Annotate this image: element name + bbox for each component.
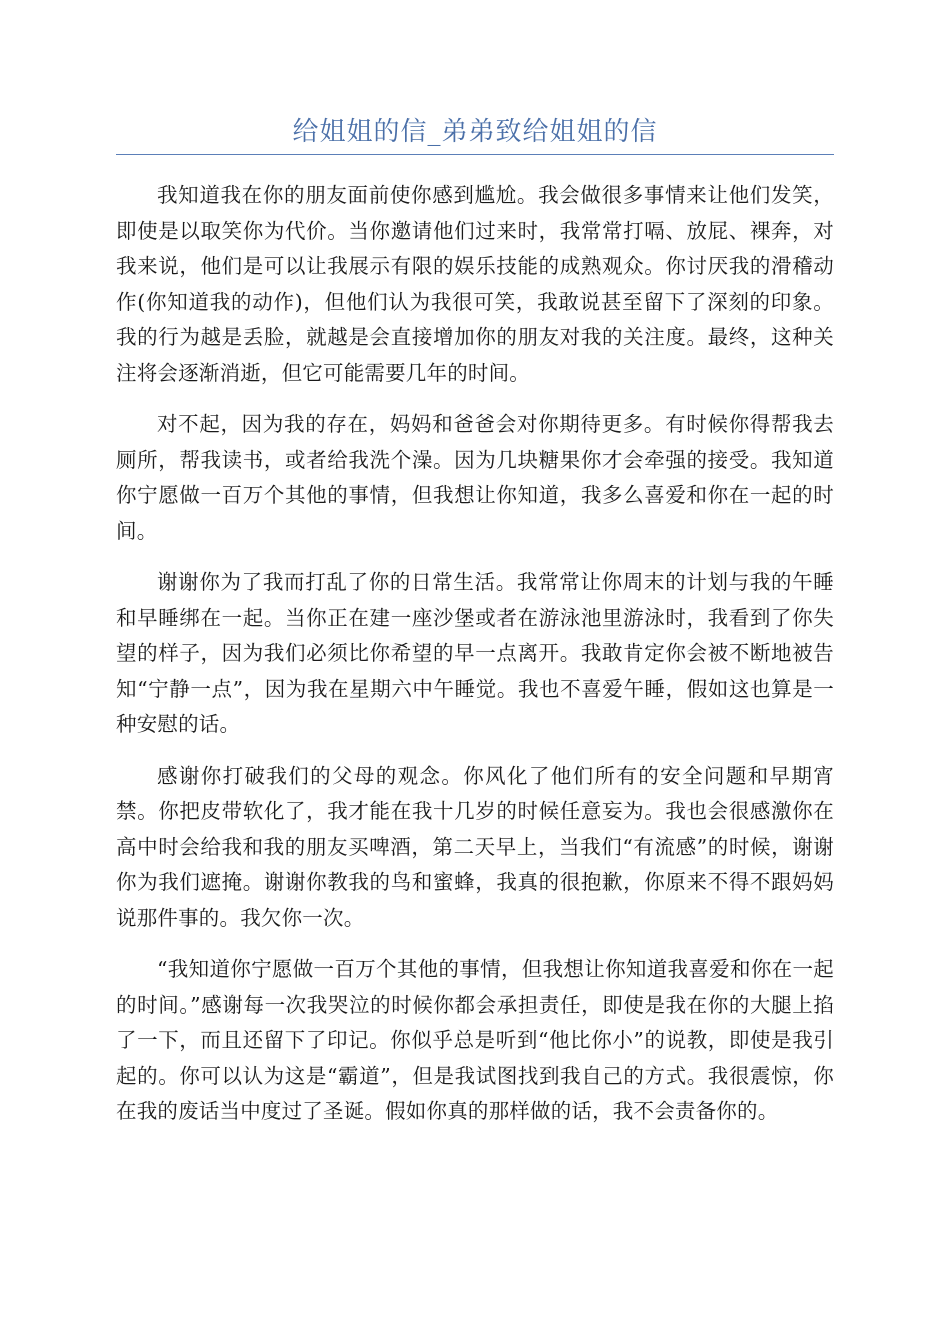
paragraph-5: “我知道你宁愿做一百万个其他的事情，但我想让你知道我喜爱和你在一起的时间。”感谢每一次我哭泣的时候你都会承担责任，即使是我在你的大腿上掐了一下，而且还留下了印记。你似乎总是听到“他比你小”的说教，即使是我引起的。你可以认为这是“霸道”，但是我试图找到我自己的方式。我很震惊，你在我的废话当中度过了圣诞。假如你真的那样做的话，我不会责备你的。 [116, 957, 834, 1123]
document-body [116, 178, 834, 1146]
paragraph-1: 我知道我在你的朋友面前使你感到尴尬。我会做很多事情来让他们发笑，即使是以取笑你为代价。当你邀请他们过来时，我常常打嗝、放屁、裸奔，对我来说，他们是可以让我展示有限的娱乐技能的成熟观众。你讨厌我的滑稽动作(你知道我的动作)，但他们认为我很可笑，我敢说甚至留下了深刻的印象。我的行为越是丢脸，就越是会直接增加你的朋友对我的关注度。最终，这种关注将会逐渐消逝，但它可能需要几年的时间。 [116, 183, 834, 385]
paragraph-2: 对不起，因为我的存在，妈妈和爸爸会对你期待更多。有时候你得帮我去厕所，帮我读书，或者给我洗个澡。因为几块糖果你才会牵强的接受。我知道你宁愿做一百万个其他的事情，但我想让你知道，我多么喜爱和你在一起的时间。 [116, 412, 834, 543]
paragraph-4: 感谢你打破我们的父母的观念。你风化了他们所有的安全问题和早期宵禁。你把皮带软化了，我才能在我十几岁的时候任意妄为。我也会很感激你在高中时会给我和我的朋友买啤酒，第二天早上，当我们“有流感”的时候，谢谢你为我们遮掩。谢谢你教我的鸟和蜜蜂，我真的很抱歉，你原来不得不跟妈妈说那件事的。我欠你一次。 [116, 763, 834, 930]
document-title: 给姐姐的信_弟弟致给姐姐的信 [292, 117, 658, 147]
title-underline [116, 154, 834, 155]
paragraph-3: 谢谢你为了我而打乱了你的日常生活。我常常让你周末的计划与我的午睡和早睡绑在一起。当你正在建一座沙堡或者在游泳池里游泳时，我看到了你失望的样子，因为我们必须比你希望的早一点离开。我敢肯定你会被不断地被告知“宁静一点”，因为我在星期六中午睡觉。我也不喜爱午睡，假如这也算是一种安慰的话。 [116, 570, 834, 736]
